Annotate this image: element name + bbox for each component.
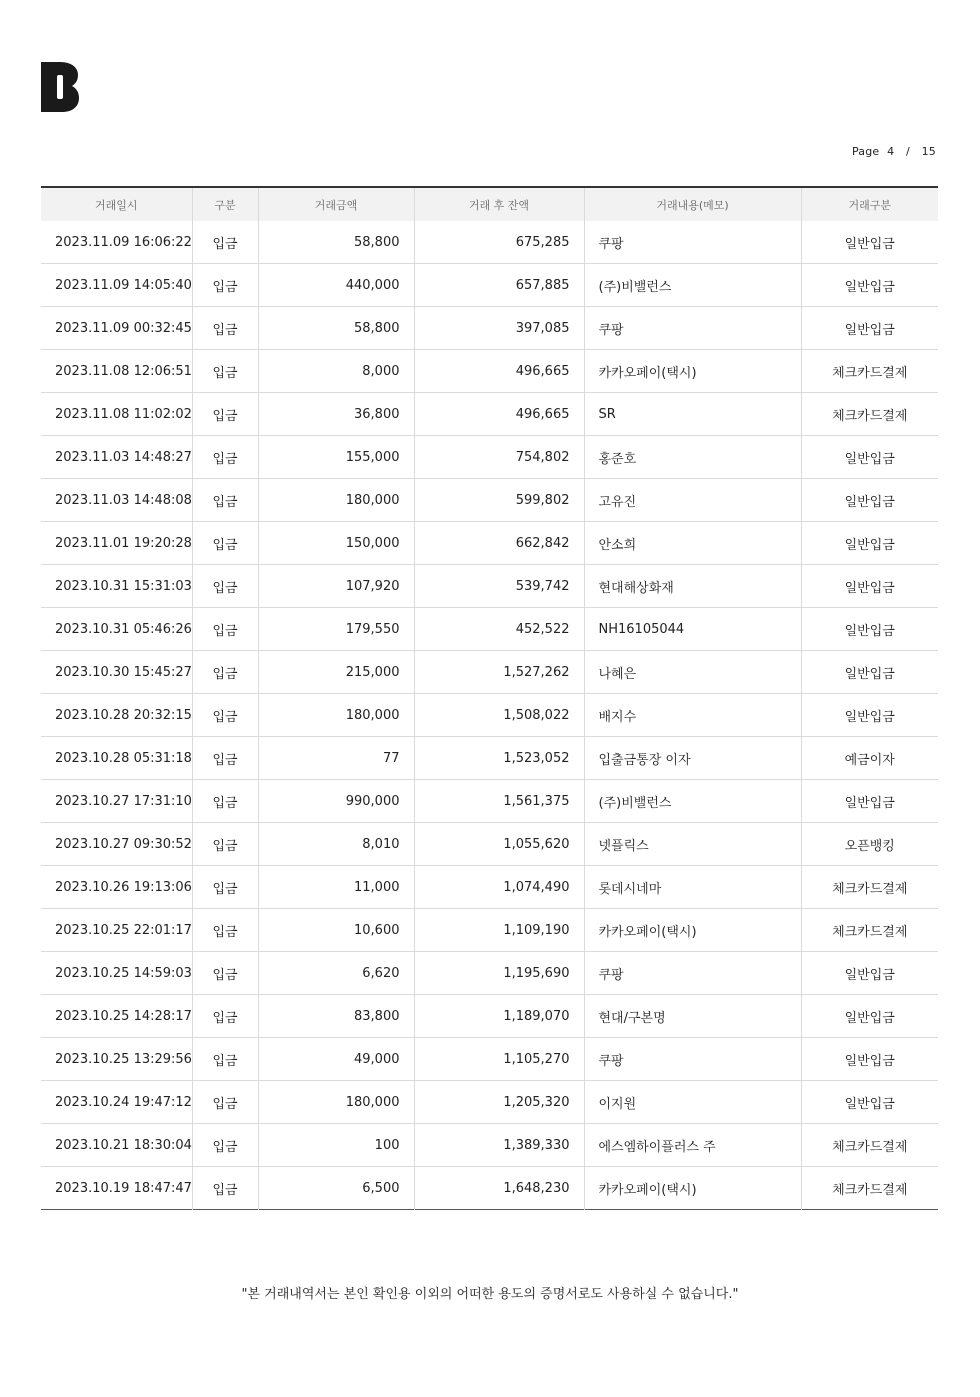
cell-balance: 754,802 <box>414 436 584 479</box>
page-total: 15 <box>921 145 936 158</box>
table-row <box>41 608 938 651</box>
cell-type: 입금 <box>192 651 258 694</box>
cell-memo: 쿠팡 <box>584 307 801 350</box>
cell-datetime: 2023.10.28 05:31:18 <box>41 737 192 780</box>
cell-type: 입금 <box>192 307 258 350</box>
cell-amount: 180,000 <box>258 1081 414 1124</box>
cell-category: 일반입금 <box>801 780 938 823</box>
cell-datetime: 2023.11.03 14:48:08 <box>41 479 192 522</box>
cell-datetime: 2023.10.21 18:30:04 <box>41 1124 192 1167</box>
cell-type: 입금 <box>192 393 258 436</box>
cell-balance: 1,648,230 <box>414 1167 584 1210</box>
cell-datetime: 2023.11.03 14:48:27 <box>41 436 192 479</box>
header-memo: 거래내용(메모) <box>584 187 801 221</box>
cell-amount: 150,000 <box>258 522 414 565</box>
table-row <box>41 565 938 608</box>
disclaimer-notice: "본 거래내역서는 본인 확인용 이외의 어떠한 용도의 증명서로도 사용하실 수 없습니다." <box>241 1287 739 1302</box>
cell-balance: 1,109,190 <box>414 909 584 952</box>
cell-datetime: 2023.11.09 16:06:22 <box>41 221 192 264</box>
cell-balance: 1,189,070 <box>414 995 584 1038</box>
cell-amount: 6,620 <box>258 952 414 995</box>
cell-memo: 고유진 <box>584 479 801 522</box>
cell-datetime: 2023.10.25 22:01:17 <box>41 909 192 952</box>
cell-type: 입금 <box>192 909 258 952</box>
cell-category: 일반입금 <box>801 1038 938 1081</box>
cell-category: 일반입금 <box>801 565 938 608</box>
table-row <box>41 436 938 479</box>
cell-type: 입금 <box>192 1124 258 1167</box>
cell-amount: 990,000 <box>258 780 414 823</box>
cell-memo: 입출금통장 이자 <box>584 737 801 780</box>
cell-datetime: 2023.11.09 00:32:45 <box>41 307 192 350</box>
cell-type: 입금 <box>192 1081 258 1124</box>
table-row <box>41 479 938 522</box>
table-row <box>41 651 938 694</box>
header-category: 거래구분 <box>801 187 938 221</box>
cell-amount: 440,000 <box>258 264 414 307</box>
cell-balance: 1,508,022 <box>414 694 584 737</box>
table-row <box>41 823 938 866</box>
cell-datetime: 2023.10.19 18:47:47 <box>55 1180 192 1196</box>
page-separator: / <box>905 145 910 158</box>
table-row <box>41 350 938 393</box>
cell-type: 입금 <box>192 221 258 264</box>
cell-type: 입금 <box>192 608 258 651</box>
page-label: Page <box>851 145 880 158</box>
cell-category: 체크카드결제 <box>801 393 938 436</box>
table-row <box>41 1038 938 1081</box>
cell-datetime: 2023.10.25 13:29:56 <box>41 1038 192 1081</box>
header-type: 구분 <box>192 187 258 221</box>
cell-type: 입금 <box>192 866 258 909</box>
cell-datetime: 2023.10.31 15:31:03 <box>41 565 192 608</box>
cell-amount: 215,000 <box>258 651 414 694</box>
cell-datetime: 2023.11.08 11:02:02 <box>41 393 192 436</box>
cell-type: 입금 <box>192 823 258 866</box>
cell-category: 일반입금 <box>801 221 938 264</box>
cell-category: 오픈뱅킹 <box>801 823 938 866</box>
cell-amount: 77 <box>258 737 414 780</box>
cell-amount: 6,500 <box>258 1167 414 1210</box>
cell-category: 일반입금 <box>801 608 938 651</box>
cell-balance: 1,389,330 <box>414 1124 584 1167</box>
cell-datetime: 2023.10.27 17:31:10 <box>41 780 192 823</box>
cell-memo: 현대/구본명 <box>584 995 801 1038</box>
cell-balance: 539,742 <box>414 565 584 608</box>
cell-category: 일반입금 <box>801 307 938 350</box>
cell-balance: 662,842 <box>414 522 584 565</box>
table-row <box>41 264 938 307</box>
cell-memo: 현대해상화재 <box>584 565 801 608</box>
cell-type: 입금 <box>192 1038 258 1081</box>
cell-memo: NH16105044 <box>584 608 801 651</box>
cell-memo: 카카오페이(택시) <box>584 909 801 952</box>
table-row <box>41 1167 938 1210</box>
cell-memo: 롯데시네마 <box>584 866 801 909</box>
cell-balance: 1,105,270 <box>414 1038 584 1081</box>
cell-amount: 10,600 <box>258 909 414 952</box>
cell-amount: 179,550 <box>258 608 414 651</box>
cell-amount: 58,800 <box>258 307 414 350</box>
table-row <box>41 995 938 1038</box>
table-row <box>41 866 938 909</box>
cell-memo: 쿠팡 <box>584 1038 801 1081</box>
cell-datetime: 2023.11.01 19:20:28 <box>41 522 192 565</box>
cell-memo: 에스엠하이플러스 주 <box>584 1124 801 1167</box>
cell-datetime: 2023.10.30 15:45:27 <box>41 651 192 694</box>
cell-balance: 1,527,262 <box>414 651 584 694</box>
cell-type: 입금 <box>192 350 258 393</box>
cell-datetime: 2023.11.09 14:05:40 <box>41 264 192 307</box>
cell-memo: 나혜은 <box>584 651 801 694</box>
cell-type: 입금 <box>192 780 258 823</box>
cell-amount: 58,800 <box>258 221 414 264</box>
header-datetime: 거래일시 <box>41 187 192 221</box>
cell-datetime: 2023.11.08 12:06:51 <box>41 350 192 393</box>
cell-datetime: 2023.10.26 19:13:06 <box>41 866 192 909</box>
table-row <box>41 909 938 952</box>
table-row <box>41 694 938 737</box>
cell-category: 일반입금 <box>801 651 938 694</box>
cell-balance: 1,523,052 <box>414 737 584 780</box>
cell-balance: 1,195,690 <box>414 952 584 995</box>
table-row <box>41 780 938 823</box>
cell-balance: 1,561,375 <box>414 780 584 823</box>
cell-category: 일반입금 <box>801 522 938 565</box>
cell-datetime: 2023.10.28 20:32:15 <box>41 694 192 737</box>
cell-category: 체크카드결제 <box>801 909 938 952</box>
cell-balance: 496,665 <box>414 393 584 436</box>
table-row <box>41 737 938 780</box>
cell-type: 입금 <box>192 694 258 737</box>
transaction-rows <box>41 221 938 1210</box>
cell-memo: 홍준호 <box>584 436 801 479</box>
cell-category: 일반입금 <box>801 995 938 1038</box>
cell-datetime: 2023.10.25 14:59:03 <box>41 952 192 995</box>
cell-category: 예금이자 <box>801 737 938 780</box>
cell-type: 입금 <box>192 995 258 1038</box>
cell-category: 일반입금 <box>801 436 938 479</box>
header-balance: 거래 후 잔액 <box>414 187 584 221</box>
cell-balance: 599,802 <box>414 479 584 522</box>
cell-type: 입금 <box>192 264 258 307</box>
cell-memo: 배지수 <box>584 694 801 737</box>
cell-balance: 1,205,320 <box>414 1081 584 1124</box>
cell-type: 입금 <box>192 1167 258 1210</box>
cell-memo: 이지원 <box>584 1081 801 1124</box>
cell-balance: 675,285 <box>414 221 584 264</box>
table-row <box>41 393 938 436</box>
table-row <box>41 307 938 350</box>
cell-type: 입금 <box>192 436 258 479</box>
cell-memo: (주)비밸런스 <box>584 264 801 307</box>
cell-type: 입금 <box>192 565 258 608</box>
cell-category: 체크카드결제 <box>801 1167 938 1210</box>
cell-memo: 안소희 <box>584 522 801 565</box>
cell-amount: 8,010 <box>258 823 414 866</box>
table-row <box>41 1124 938 1167</box>
table-row <box>41 221 938 264</box>
cell-type: 입금 <box>192 479 258 522</box>
cell-memo: 쿠팡 <box>584 952 801 995</box>
cell-balance: 657,885 <box>414 264 584 307</box>
cell-memo: 카카오페이(택시) <box>584 350 801 393</box>
table-row <box>41 1081 938 1124</box>
cell-amount: 8,000 <box>258 350 414 393</box>
cell-type: 입금 <box>192 522 258 565</box>
cell-datetime: 2023.10.27 09:30:52 <box>41 823 192 866</box>
cell-category: 일반입금 <box>801 694 938 737</box>
cell-memo: 쿠팡 <box>584 221 801 264</box>
cell-amount: 155,000 <box>258 436 414 479</box>
cell-type: 입금 <box>192 737 258 780</box>
cell-category: 일반입금 <box>801 952 938 995</box>
cell-memo: 넷플릭스 <box>584 823 801 866</box>
cell-datetime: 2023.10.31 05:46:26 <box>41 608 192 651</box>
cell-balance: 397,085 <box>414 307 584 350</box>
brand-logo <box>41 62 79 112</box>
cell-amount: 36,800 <box>258 393 414 436</box>
cell-balance: 452,522 <box>414 608 584 651</box>
table-header-row <box>41 187 938 221</box>
cell-balance: 496,665 <box>414 350 584 393</box>
cell-category: 일반입금 <box>801 264 938 307</box>
cell-amount: 180,000 <box>258 479 414 522</box>
cell-datetime: 2023.10.24 19:47:12 <box>41 1081 192 1124</box>
cell-type: 입금 <box>192 952 258 995</box>
cell-amount: 100 <box>258 1124 414 1167</box>
cell-memo: SR <box>584 393 801 436</box>
cell-category: 일반입금 <box>801 479 938 522</box>
cell-amount: 11,000 <box>258 866 414 909</box>
header-amount: 거래금액 <box>258 187 414 221</box>
page-current: 4 <box>887 145 895 158</box>
cell-datetime: 2023.10.25 14:28:17 <box>41 995 192 1038</box>
cell-amount: 107,920 <box>258 565 414 608</box>
cell-category: 체크카드결제 <box>801 1124 938 1167</box>
cell-balance: 1,074,490 <box>414 866 584 909</box>
table-row <box>41 952 938 995</box>
cell-category: 체크카드결제 <box>801 350 938 393</box>
cell-category: 일반입금 <box>801 1081 938 1124</box>
cell-amount: 49,000 <box>258 1038 414 1081</box>
page-indicator <box>852 145 936 158</box>
cell-amount: 180,000 <box>258 694 414 737</box>
table-row <box>41 522 938 565</box>
cell-category: 체크카드결제 <box>801 866 938 909</box>
cell-memo: 카카오페이(택시) <box>584 1167 801 1210</box>
transaction-table <box>41 186 938 1210</box>
cell-balance: 1,055,620 <box>414 823 584 866</box>
cell-amount: 83,800 <box>258 995 414 1038</box>
cell-memo: (주)비밸런스 <box>584 780 801 823</box>
